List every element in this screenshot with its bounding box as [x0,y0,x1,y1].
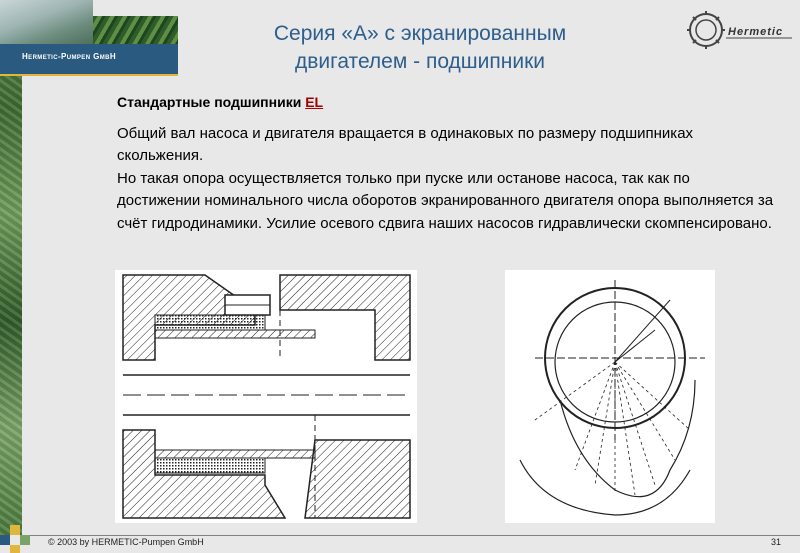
company-name: Hermetic-Pumpen GmbH [22,52,116,61]
paragraph-1: Общий вал насоса и двигателя вращается в одинаковых по размеру подшипниках скольжения. [117,125,694,165]
header-leaf-photo [93,16,178,45]
banner-accent-line [0,74,178,76]
subtitle-text: Стандартные подшипники [117,94,306,110]
subtitle-code: EL [305,94,324,110]
footer-divider [22,535,800,536]
logo-wordmark: Hermetic [728,26,784,38]
copyright-label: 2003 by HERMETIC-Pumpen GmbH [57,537,204,547]
title-line-2: двигателем - подшипники [295,50,545,73]
section-subtitle [117,94,323,110]
hydrodynamic-pressure-diagram [505,270,715,523]
body-text [117,123,777,235]
page-number: 31 [771,537,782,547]
header-photo [0,0,93,44]
bearing-section-drawing [115,270,417,523]
copyright-text: © 2003 by HERMETIC-Pumpen GmbH [48,537,204,547]
slide-title [200,20,640,76]
title-line-1: Серия «А» с экранированным [273,22,567,45]
footer-decoration [0,525,40,553]
paragraph-2: Но такая опора осуществляется только при пуске или останове насоса, так как по достижении номинального числа оборотов экранированного двигателя опора выполняется за счёт гидродинамики. Усилие осевого сдвига наших насосов гидравлически скомпенсировано. [117,169,774,232]
decorative-leaf-strip [0,0,22,535]
